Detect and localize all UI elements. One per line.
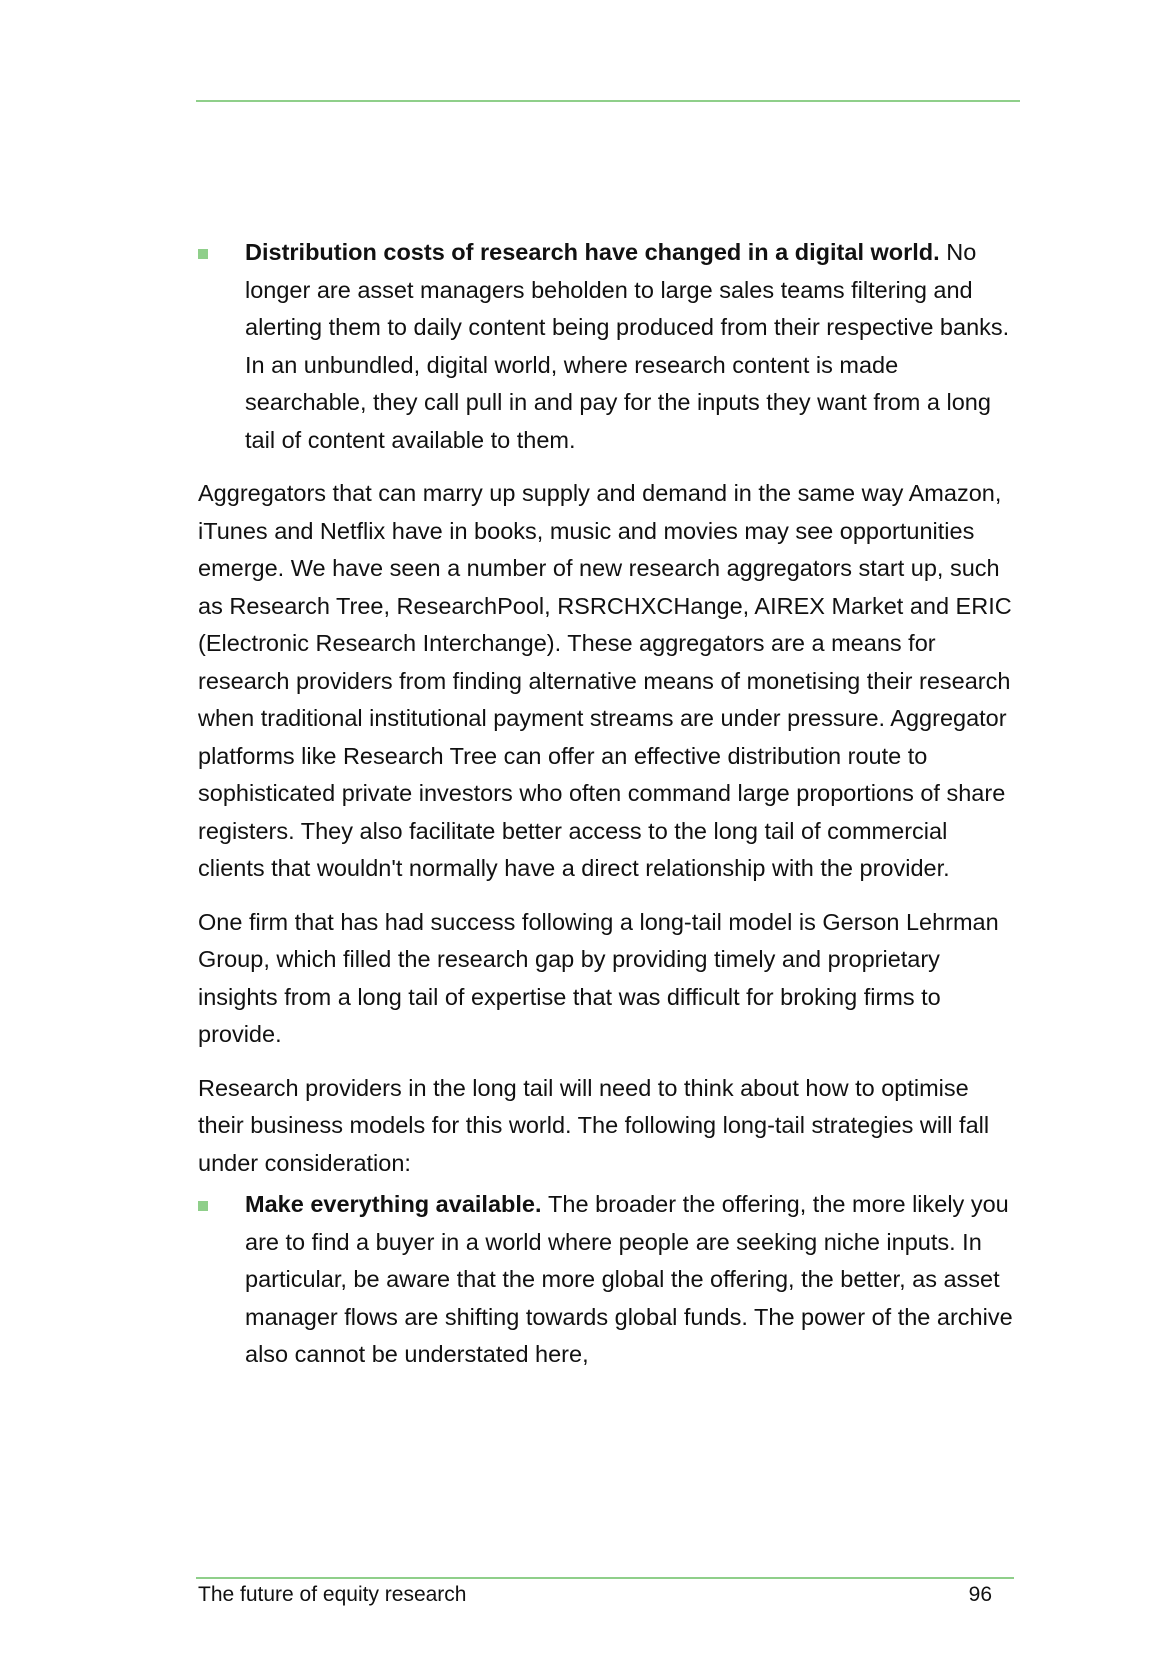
bullet-lead: Distribution costs of research have changed in a digital world. (245, 239, 947, 265)
header-rule (196, 100, 1020, 102)
bullet-item (198, 1186, 1018, 1374)
bullet-text: No longer are asset managers beholden to large sales teams filtering and alerting them to daily content being produced from their respective banks. In an unbundled, digital world, where research content is made searchable, they call pull in and pay for the inputs they want from a long tail of content available to them. (245, 239, 1010, 453)
footer-document-title: The future of equity research (198, 1583, 467, 1606)
green-square-bullet-icon (198, 249, 208, 259)
bullet-item (198, 234, 1018, 459)
footer-rule (196, 1577, 1014, 1579)
page-number: 96 (968, 1583, 992, 1606)
green-square-bullet-icon (198, 1201, 208, 1211)
bullet-lead: Make everything available. (245, 1191, 549, 1217)
body-paragraph: One firm that has had success following a long-tail model is Gerson Lehrman Group, which filled the research gap by providing timely and proprietary insights from a long tail of expertise that was difficult for broking firms to provide. (198, 908, 999, 1047)
bullet-text: The broader the offering, the more likely you are to find a buyer in a world where people are seeking niche inputs. In particular, be aware that the more global the offering, the better, as asset manager flows are shifting towards global funds. The power of the archive also cannot be understated here, (245, 1191, 1013, 1367)
body-paragraph: Aggregators that can marry up supply and demand in the same way Amazon, iTunes and Netflix have in books, music and movies may see opportunities emerge. We have seen a number of new research aggregators start up, such as Research Tree, ResearchPool, RSRCHXCHange, AIREX Market and ERIC (Electronic Research Interchange). These aggregators are a means for research providers from finding alternative means of monetising their research when traditional institutional payment streams are under pressure. Aggregator platforms like Research Tree can offer an effective distribution route to sophisticated private investors who often command large proportions of share registers. They also facilitate better access to the long tail of commercial clients that wouldn't normally have a direct relationship with the provider. (198, 480, 1012, 881)
body-paragraph: Research providers in the long tail will need to think about how to optimise their business models for this world. The following long-tail strategies will fall under consideration: (198, 1074, 990, 1176)
page-body (198, 234, 1018, 1390)
